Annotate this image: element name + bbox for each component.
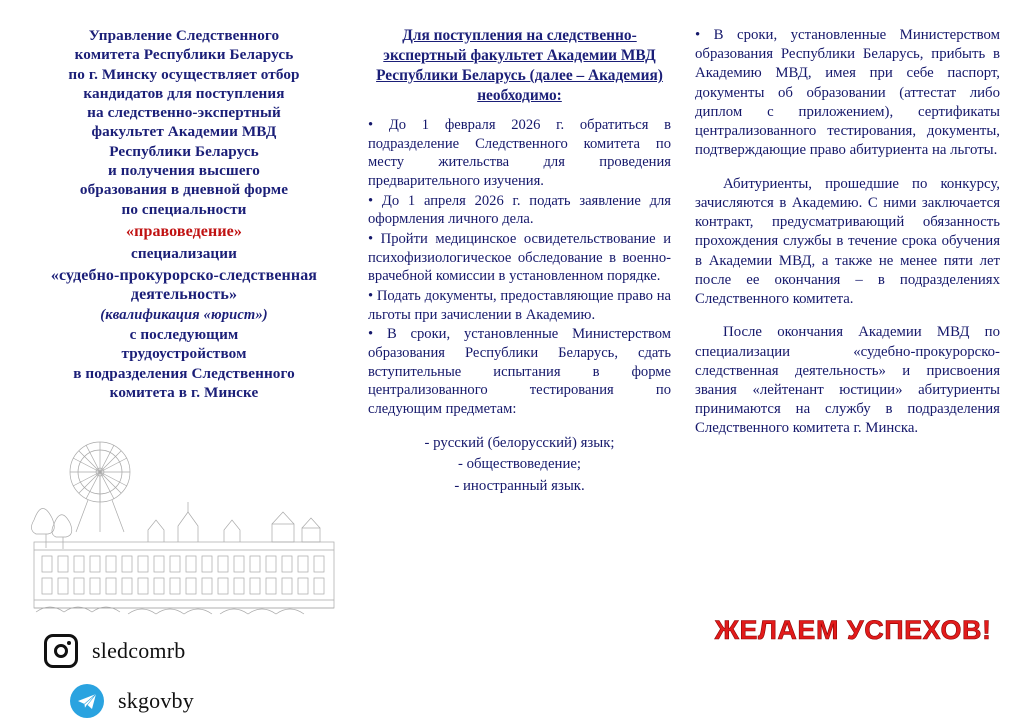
list-item: • Пройти медицинское освидетельствование и психофизиологическое обследование в военно-врачебной комиссии в установленном порядке. bbox=[368, 231, 672, 285]
list-item: • До 1 апреля 2026 г. подать заявление для оформления личного дела. bbox=[368, 192, 672, 228]
list-item: - обществоведение; bbox=[457, 456, 582, 473]
intro-block bbox=[28, 26, 340, 402]
specialization-name: «судебно-прокурорско-следственная деятельность» bbox=[50, 266, 318, 304]
paragraph: • В сроки, установленные Министерством образования Республики Беларусь, прибыть в Академию МВД, имея при себе паспорт, документы об образовании (аттестат либо диплом с приложением), сертификаты централизованного тестирования, документы, подтверждающие право абитуриента на льготы. bbox=[695, 27, 1000, 159]
paragraph: После окончания Академии МВД по специализации «судебно-прокурорско-следственная деятельность» и присвоения звания «лейтенант юстиции» абитуриенты принимаются на службу в подразделения Следственного комитета г. Минска. bbox=[695, 324, 1000, 437]
instagram-handle: sledcomrb bbox=[92, 638, 186, 664]
intro-line: по г. Минску осуществляет отбор bbox=[68, 65, 300, 83]
city-sketch-illustration bbox=[28, 424, 340, 624]
success-banner: ЖЕЛАЕМ УСПЕХОВ! bbox=[714, 615, 992, 645]
instagram-icon bbox=[44, 634, 78, 668]
right-column bbox=[681, 26, 1010, 714]
social-item-instagram[interactable] bbox=[44, 634, 340, 668]
middle-column bbox=[358, 26, 681, 714]
telegram-icon bbox=[70, 684, 104, 718]
subjects-list bbox=[368, 433, 671, 497]
intro-line: по специальности bbox=[121, 200, 247, 218]
list-item: • До 1 февраля 2026 г. обратиться в подразделение Следственного комитета по месту жительства для проведения предварительного изучения. bbox=[368, 117, 672, 190]
intro-line: Республики Беларусь bbox=[109, 142, 259, 160]
social-item-telegram[interactable] bbox=[44, 684, 340, 718]
specialization-label: специализации bbox=[131, 245, 237, 263]
list-item: - иностранный язык. bbox=[454, 477, 585, 494]
specialty-name: «правоведение» bbox=[126, 222, 242, 240]
telegram-handle: skgovby bbox=[118, 688, 194, 714]
list-item: - русский (белорусский) язык; bbox=[424, 434, 615, 451]
qualification-note: (квалификация «юрист») bbox=[100, 306, 268, 323]
intro-tail-line: в подразделения Следственного bbox=[73, 364, 295, 382]
intro-tail-line: с последующим bbox=[129, 326, 239, 344]
intro-line: кандидатов для поступления bbox=[83, 84, 285, 102]
intro-line: и получения высшего bbox=[107, 162, 260, 180]
requirements-title: Для поступления на следственно-экспертный факультет Академии МВД Республики Беларусь (далее – Академия) необходимо: bbox=[376, 27, 663, 105]
list-item: • Подать документы, предоставляющие право на льготы при зачислении в Академию. bbox=[368, 288, 672, 323]
intro-line: Управление Следственного bbox=[88, 27, 280, 44]
left-column bbox=[14, 26, 358, 714]
intro-tail-line: трудоустройством bbox=[121, 345, 247, 363]
intro-tail-line: комитета в г. Минске bbox=[109, 384, 259, 402]
paragraph: Абитуриенты, прошедшие по конкурсу, зачисляются в Академию. С ними заключается контракт, предусматривающий обязанность прохождения службы в течение срока обучения в Академии МВД, а также не менее пяти лет после ее окончания – в подразделениях Следственного комитета. bbox=[695, 175, 1000, 308]
social-links bbox=[28, 634, 340, 718]
intro-line: комитета Республики Беларусь bbox=[74, 46, 294, 64]
intro-line: факультет Академии МВД bbox=[91, 123, 277, 141]
intro-line: на следственно-экспертный bbox=[87, 104, 281, 122]
intro-line: образования в дневной форме bbox=[79, 181, 289, 199]
requirements-list bbox=[368, 116, 671, 419]
list-item: • В сроки, установленные Министерством образования Республики Беларусь, сдать вступительные испытания в форме централизованного тестирования по следующим предметам: bbox=[368, 326, 672, 418]
admission-details bbox=[695, 26, 1000, 439]
